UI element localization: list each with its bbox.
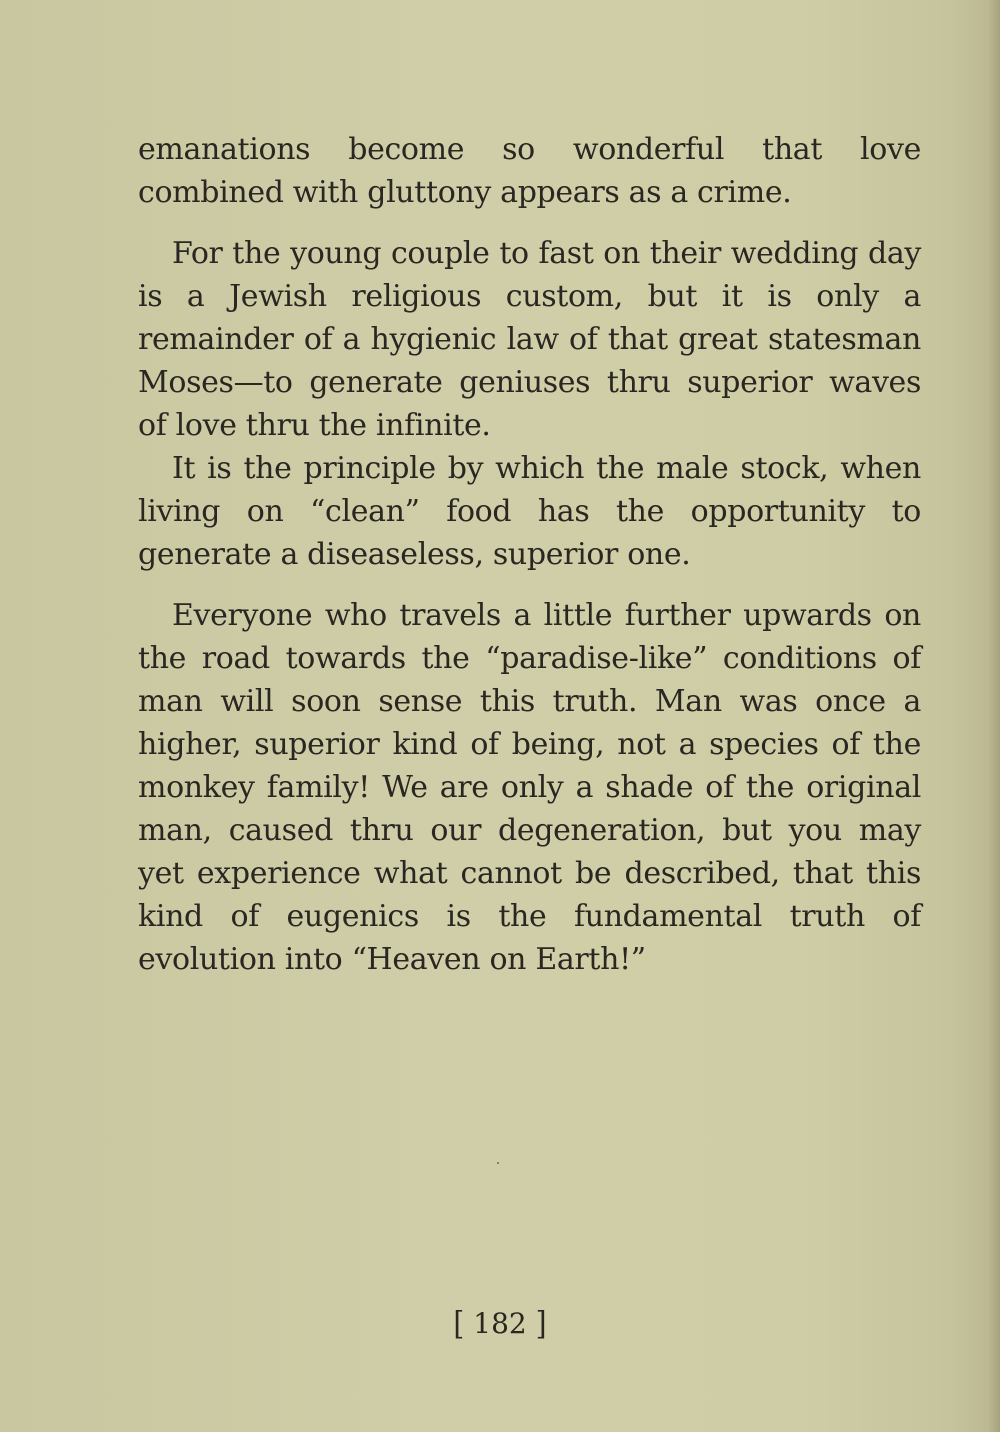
paper-speck [497, 1162, 499, 1164]
page-number [0, 1304, 1000, 1343]
page-edge-shadow [988, 0, 1000, 1432]
paragraph-3: It is the principle by which the male stock, when living on “clean” food has the opportunity to generate a diseaseless, superior one. [138, 451, 921, 572]
paragraph-1: emanations become so wonderful that love combined with gluttony appears as a crime. [138, 132, 921, 210]
page-number-bracket-left: [ [453, 1304, 465, 1343]
paragraph-4: Everyone who travels a little further upwards on the road towards the “paradise-like” conditions of man will soon sense this truth. Man was once a higher, superior kind of being, not a species of the monkey family! We are only a shade of the original man, caused thru our degeneration, but you may yet experience what cannot be described, that this kind of eugenics is the fundamental truth of evolution into “Heaven on Earth!” [138, 598, 921, 977]
page-number-bracket-right: ] [535, 1304, 547, 1343]
paragraph-2: For the young couple to fast on their wedding day is a Jewish religious custom, but it is only a remainder of a hygienic law of that great statesman Moses—to generate geniuses thru superior waves of love thru the infinite. [138, 236, 921, 443]
body-text [138, 128, 921, 981]
page-number-value: 182 [473, 1307, 527, 1340]
